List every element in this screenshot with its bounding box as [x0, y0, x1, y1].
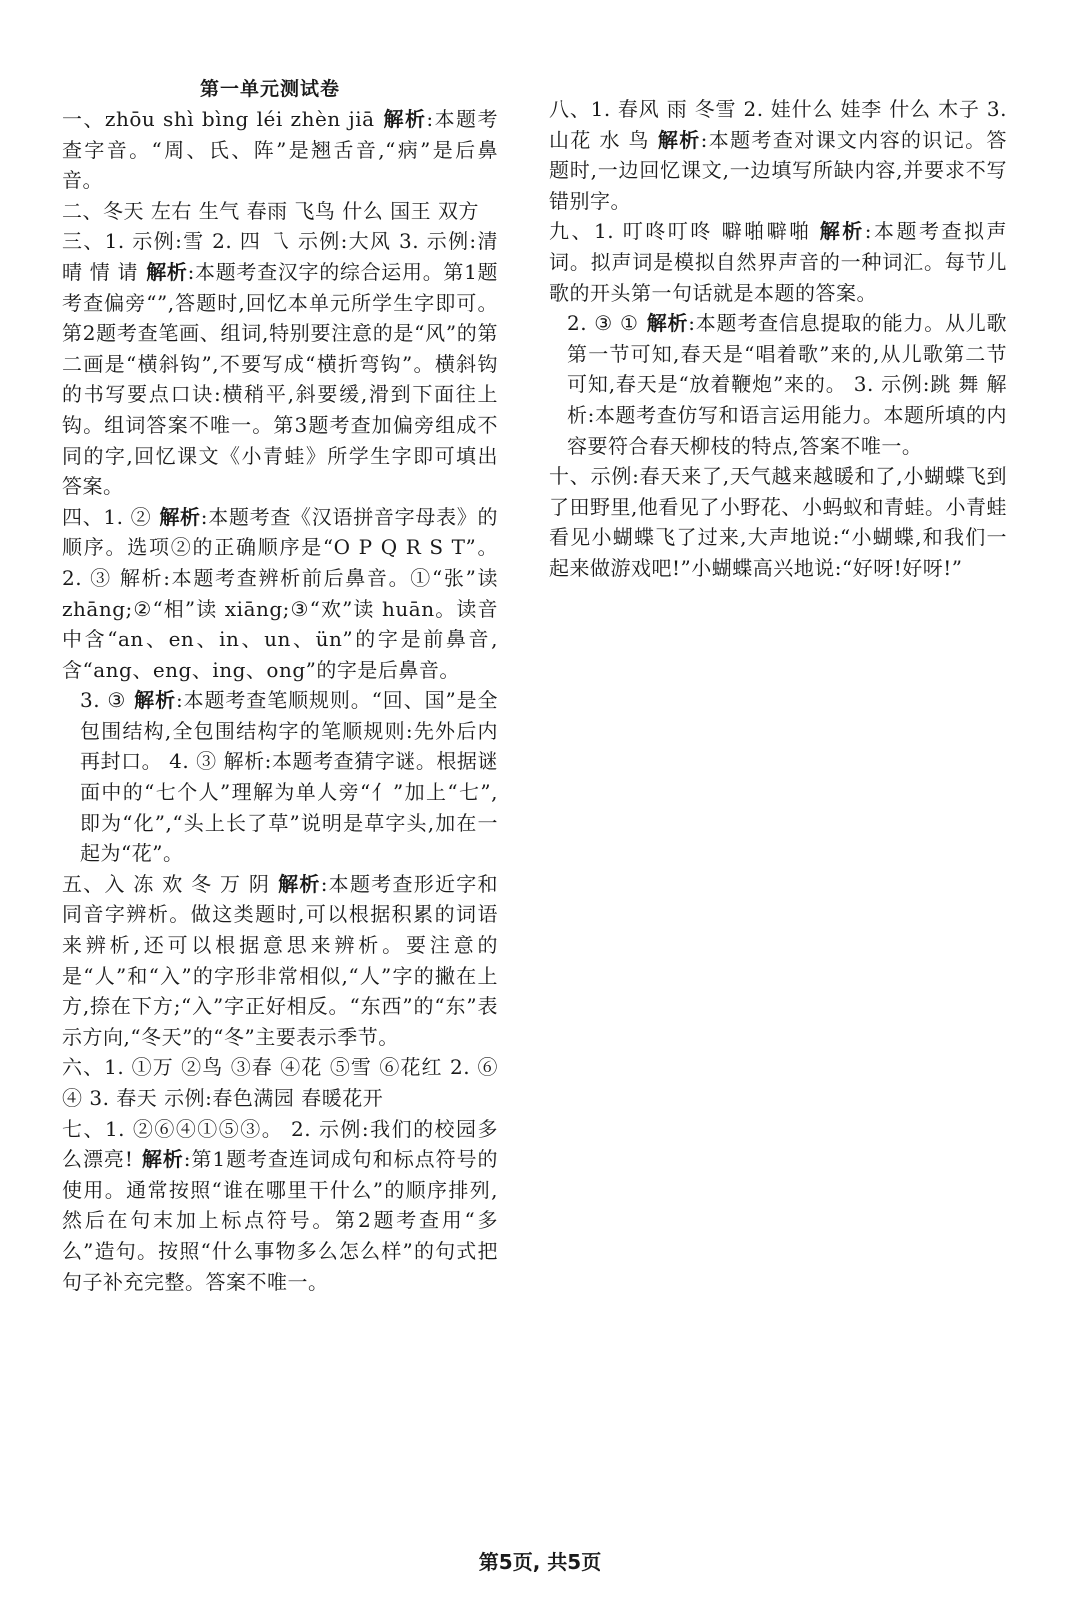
answer-8 [549, 94, 1007, 216]
answer-9-cont [549, 308, 1007, 461]
answer-head: 四、1. ② [62, 504, 152, 529]
answer-5 [62, 869, 498, 1053]
answer-head: 七、1. ②⑥④①⑤③。 2. 示例:我们的校园多么漂亮! [62, 1116, 498, 1172]
answer-head: 八、1. 春风 雨 冬雪 2. 娃什么 娃李 什么 木子 3. 山花 水 鸟 [549, 97, 1007, 152]
analysis-label: 解析 [278, 871, 321, 896]
answer-head: 3. ③ [80, 688, 127, 713]
answer-9 [549, 216, 1007, 308]
answer-3 [62, 226, 498, 501]
answer-text: :本题考查形近字和同音字辨析。做这类题时,可以根据积累的词语来辨析,还可以根据意思来辨析。要注意的是“人”和“入”的字形非常相似,“人”字的撇在上方,捺在下方;“入”字正好相反。“东西”的“东”表示方向,“冬天”的“冬”主要表示季节。 [62, 871, 498, 1049]
answer-text: :本题考查《汉语拼音字母表》的顺序。选项②的正确顺序是“O P Q R S T”。 2. ③ 解析:本题考查辨析前后鼻音。①“张”读 zhāng;②“相”读 xiāng;③“欢”读 huān。读音中含“an、en、in、un、ün”的字是前鼻音,含“ang、eng、ing、ong”的字是后鼻音。 [62, 504, 498, 682]
analysis-label: 解析 [159, 504, 201, 529]
answer-4-cont [62, 685, 498, 869]
answer-head: 三、1. 示例:雪 2. 四 乁 示例:大风 3. 示例:清 晴 情 请 [62, 229, 498, 284]
left-column [62, 104, 498, 1297]
page-title: 第一单元测试卷 [200, 78, 341, 100]
answer-head: 六、1. ①万 ②鸟 ③春 ④花 ⑤雪 ⑥花红 2. ⑥ ④ 3. 春天 示例:春色满园 春暖花开 [62, 1055, 498, 1110]
answer-10 [549, 461, 1007, 583]
answer-head: 二、冬天 左右 生气 春雨 飞鸟 什么 国王 双方 [62, 198, 480, 223]
answer-2 [62, 196, 498, 227]
analysis-label: 解析 [134, 688, 176, 713]
answer-4 [62, 502, 498, 686]
answer-head: 一、zhōu shì bìng léi zhèn jiā [62, 107, 375, 131]
answer-head: 五、入 冻 欢 冬 万 阴 [62, 871, 271, 896]
right-column [549, 94, 1007, 584]
answer-6 [62, 1052, 498, 1113]
analysis-label: 解析 [819, 219, 865, 244]
answer-text: :本题考查笔顺规则。“回、国”是全包围结构,全包围结构字的笔顺规则:先外后内再封口。 4. ③ 解析:本题考查猜字谜。根据谜面中的“七个人”理解为单人旁“亻”加上“七”,即为“化”,“头上长了草”说明是草字头,加在一起为“花”。 [80, 688, 499, 866]
page-footer: 第5页, 共5页 [478, 1550, 602, 1574]
answer-head: 十、示例:春天来了,天气越来越暖和了,小蝴蝶飞到了田野里,他看见了小野花、小蚂蚁和青蛙。小青蛙看见小蝴蝶飞了过来,大声地说:“小蝴蝶,和我们一起来做游戏吧!”小蝴蝶高兴地说:“好呀!好呀!” [549, 464, 1007, 580]
analysis-label: 解析 [657, 127, 701, 152]
analysis-label: 解析 [146, 259, 188, 284]
analysis-label: 解析 [382, 107, 427, 131]
analysis-label: 解析 [646, 311, 689, 336]
answer-head: 九、1. 叮咚叮咚 噼啪噼啪 [549, 219, 812, 244]
answer-text: :本题考查拟声词。拟声词是模拟自然界声音的一种词汇。每节儿歌的开头第一句话就是本题的答案。 [549, 219, 1008, 305]
answer-text: :第1题考查连词成句和标点符号的使用。通常按照“谁在哪里干什么”的顺序排列,然后在句末加上标点符号。第2题考查用“多么”造句。按照“什么事物多么怎么样”的句式把句子补充完整。答案不唯一。 [62, 1147, 499, 1294]
answer-1 [62, 104, 498, 196]
answer-text: :本题考查信息提取的能力。从儿歌第一节可知,春天是“唱着歌”来的,从儿歌第二节可知,春天是“放着鞭炮”来的。 3. 示例:跳 舞 解析:本题考查仿写和语言运用能力。本题所填的内容要符合春天柳枝的特点,答案不唯一。 [567, 311, 1008, 458]
analysis-label: 解析 [141, 1147, 184, 1172]
answer-text: :本题考查汉字的综合运用。第1题考查偏旁“”,答题时,回忆本单元所学生字即可。第2题考查笔画、组词,特别要注意的是“风”的第二画是“横斜钩”,不要写成“横折弯钩”。横斜钩的书写要点口诀:横稍平,斜要缓,滑到下面往上钩。组词答案不唯一。第3题考查加偏旁组成不同的字,回忆课文《小青蛙》所学生字即可填出答案。 [62, 259, 499, 499]
answer-head: 2. ③ ① [567, 311, 639, 336]
answer-text: :本题考查字音。“周、氏、阵”是翘舌音,“病”是后鼻音。 [62, 107, 499, 193]
answer-7 [62, 1114, 498, 1298]
answer-text: :本题考查对课文内容的识记。答题时,一边回忆课文,一边填写所缺内容,并要求不写错别字。 [549, 127, 1007, 213]
